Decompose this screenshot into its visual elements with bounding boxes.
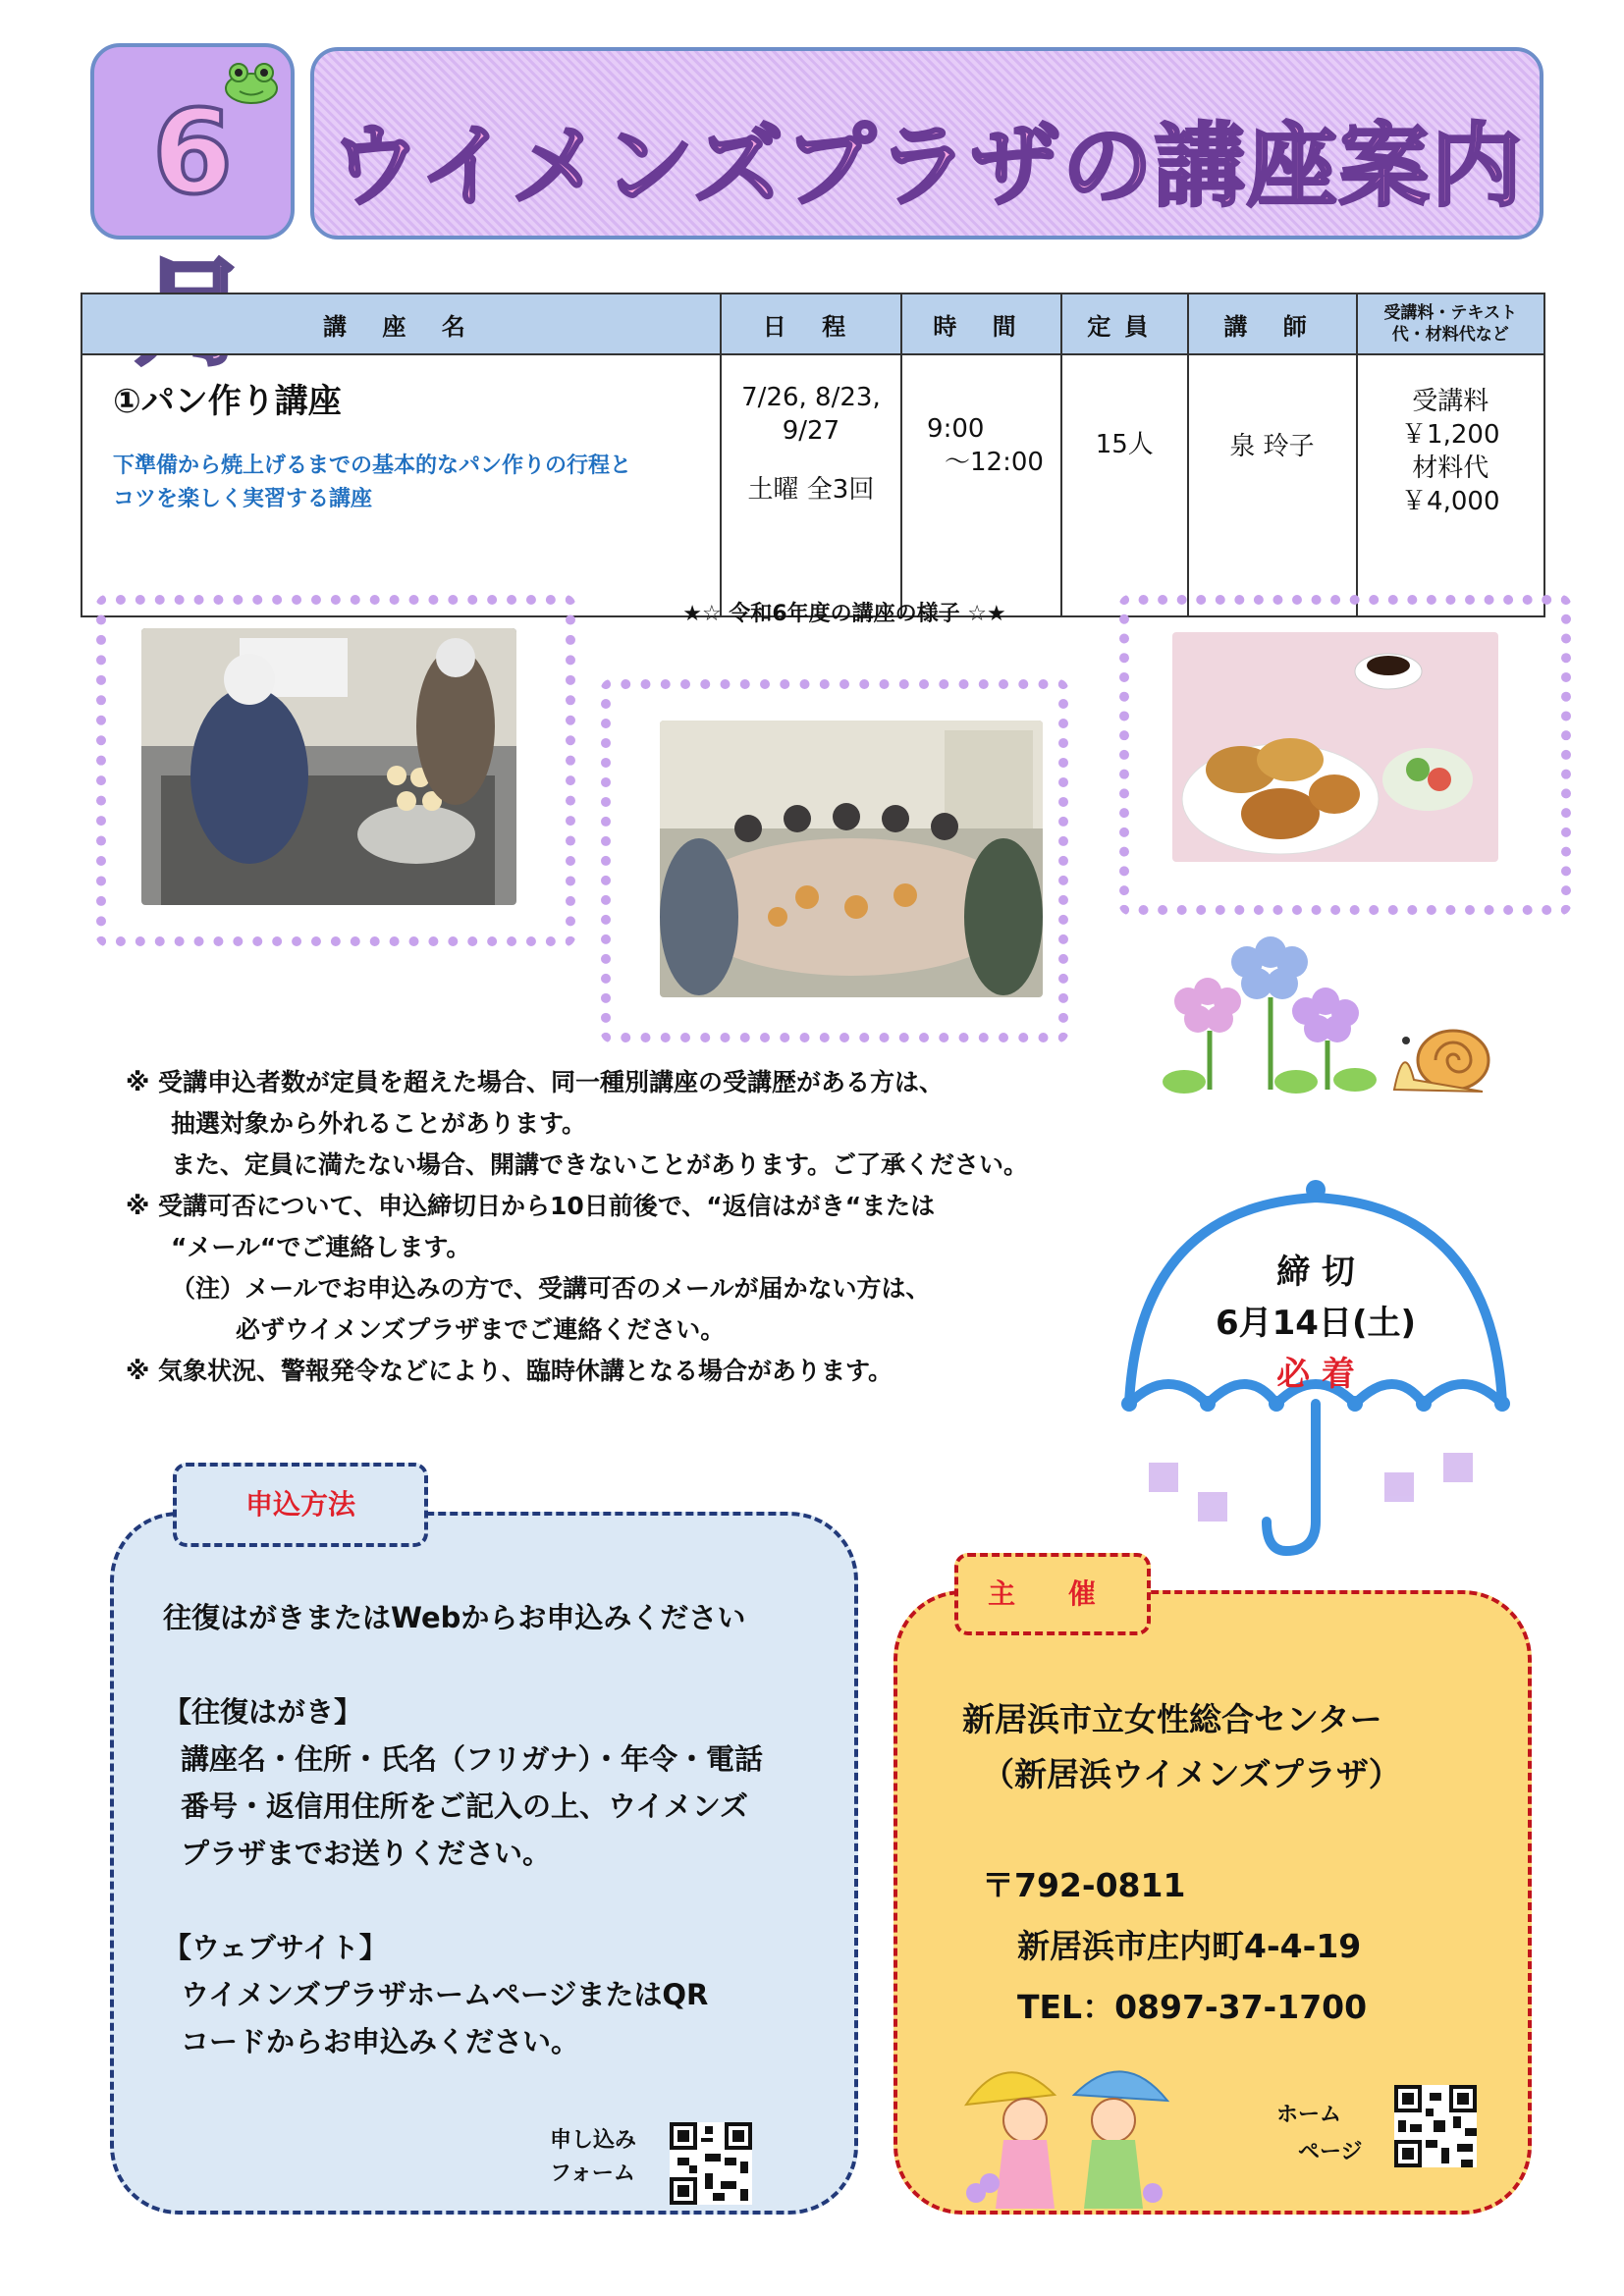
schedule-days: 土曜 全3回: [747, 475, 875, 505]
course-name: ①パン作り講座: [113, 382, 342, 421]
photo-caption: ★☆ 令和6年度の講座の様子 ☆★: [682, 602, 1006, 626]
postcard-heading: 【往復はがき】: [163, 1695, 363, 1729]
form-label: [550, 2124, 636, 2191]
fee-cell: [1357, 354, 1544, 616]
fee-value-2: ￥4,000: [1401, 487, 1500, 516]
photo-bread-plate: [1172, 632, 1498, 862]
note-line: 必ずウイメンズプラザまでご連絡ください。: [236, 1315, 726, 1344]
organizer-phone: TEL：0897-37-1700: [1017, 1988, 1368, 2026]
fee-label-1: 受講料: [1412, 387, 1489, 416]
header-course-name: 講 座 名: [81, 294, 721, 354]
photo-bread-tasting: [660, 721, 1043, 997]
deadline-note: 必 着: [1276, 1355, 1355, 1394]
course-name-cell: [81, 354, 721, 616]
header-time: 時 間: [901, 294, 1061, 354]
header-schedule: 日 程: [721, 294, 901, 354]
note-line: ※ 受講申込者数が定員を超えた場合、同一種別講座の受講歴がある方は、: [126, 1068, 945, 1096]
course-table: [81, 293, 1545, 617]
note-line: また、定員に満たない場合、開講できないことがあります。ご了承ください。: [171, 1150, 1029, 1179]
organizer-name: 新居浜市立女性総合センター: [962, 1700, 1382, 1738]
hydrangea-snail-illustration: [1149, 933, 1502, 1105]
deadline-info: [1159, 1247, 1473, 1400]
fee-value-1: ￥1,200: [1401, 420, 1500, 450]
course-description: [113, 450, 719, 516]
note-line: （注）メールでお申込みの方で、受講可否のメールが届かない方は、: [171, 1274, 931, 1303]
web-line: コードからお申込みください。: [181, 2025, 580, 2058]
capacity-cell: [1061, 354, 1188, 616]
note-line: ※ 気象状況、警報発令などにより、臨時休講となる場合があります。: [126, 1357, 893, 1385]
header-fee-text: 受講料・テキスト代・材料代など: [1383, 303, 1518, 345]
deadline-label: 締 切: [1276, 1253, 1355, 1292]
schedule-dates-2: 9/27: [782, 416, 840, 446]
course-description-line1: 下準備から焼上げるまでの基本的なパン作りの行程と: [113, 454, 632, 478]
note-line: “メール“でご連絡します。: [171, 1233, 471, 1261]
web-heading: 【ウェブサイト】: [163, 1931, 388, 1964]
apply-content: [163, 1594, 763, 2065]
organizer-address: 新居浜市庄内町4-4-19: [1017, 1927, 1362, 1965]
form-label-line2: フォーム: [550, 2162, 635, 2186]
notes-section: [126, 1062, 1028, 1392]
course-description-line2: コツを楽しく実習する講座: [113, 487, 373, 511]
instructor-name: 泉 玲子: [1229, 432, 1315, 461]
table-row: [81, 354, 1544, 616]
instructor-cell: [1188, 354, 1357, 616]
time-start: 9:00: [927, 414, 985, 444]
schedule-dates-1: 7/26, 8/23,: [741, 383, 881, 412]
page-title: ウイメンズプラザの講座案内: [330, 114, 1524, 219]
postcard-line: プラザまでお送りください。: [181, 1837, 552, 1870]
note-line: 抽選対象から外れることがあります。: [171, 1109, 587, 1138]
header-fee: [1357, 294, 1544, 354]
organizer-content: [962, 1692, 1401, 2038]
organizer-box: [893, 1590, 1532, 2215]
month-text: 6: [151, 84, 234, 220]
organizer-postal: 〒792-0811: [982, 1866, 1186, 1904]
time-cell: [901, 354, 1061, 616]
time-end: ～12:00: [945, 448, 1044, 477]
homepage-label-line2: ページ: [1298, 2140, 1363, 2164]
title-banner: [310, 47, 1543, 240]
capacity-value: 15人: [1095, 430, 1154, 459]
form-label-line1: 申し込み: [550, 2128, 637, 2153]
children-umbrella-illustration: [956, 2046, 1172, 2213]
qr-code-homepage[interactable]: [1394, 2085, 1477, 2167]
header-instructor: 講 師: [1188, 294, 1357, 354]
organizer-tag: 主 催: [954, 1553, 1151, 1635]
qr-code-form[interactable]: [670, 2122, 752, 2205]
header-capacity: 定員: [1061, 294, 1188, 354]
homepage-label: [1276, 2097, 1363, 2171]
deadline-date: 6月14日(土): [1215, 1304, 1417, 1343]
note-line: ※ 受講可否について、申込締切日から10日前後で、“返信はがき“または: [126, 1192, 936, 1220]
apply-method-box: [110, 1512, 858, 2215]
table-header-row: [81, 294, 1544, 354]
web-line: ウイメンズプラザホームページまたはQR: [181, 1978, 709, 2011]
postcard-line: 番号・返信用住所をご記入の上、ウイメンズ: [181, 1789, 748, 1823]
photo-bread-prep: [141, 628, 516, 905]
apply-method-tag: 申込方法: [173, 1463, 428, 1547]
postcard-line: 講座名・住所・氏名（フリガナ）・年令・電話: [181, 1742, 764, 1776]
apply-intro: 往復はがきまたはWebからお申込みください: [163, 1601, 746, 1634]
month-badge: [90, 43, 295, 240]
schedule-cell: [721, 354, 901, 616]
organizer-alias: （新居浜ウイメンズプラザ）: [982, 1755, 1401, 1793]
fee-label-2: 材料代: [1412, 454, 1489, 483]
homepage-label-line1: ホーム: [1276, 2103, 1342, 2127]
